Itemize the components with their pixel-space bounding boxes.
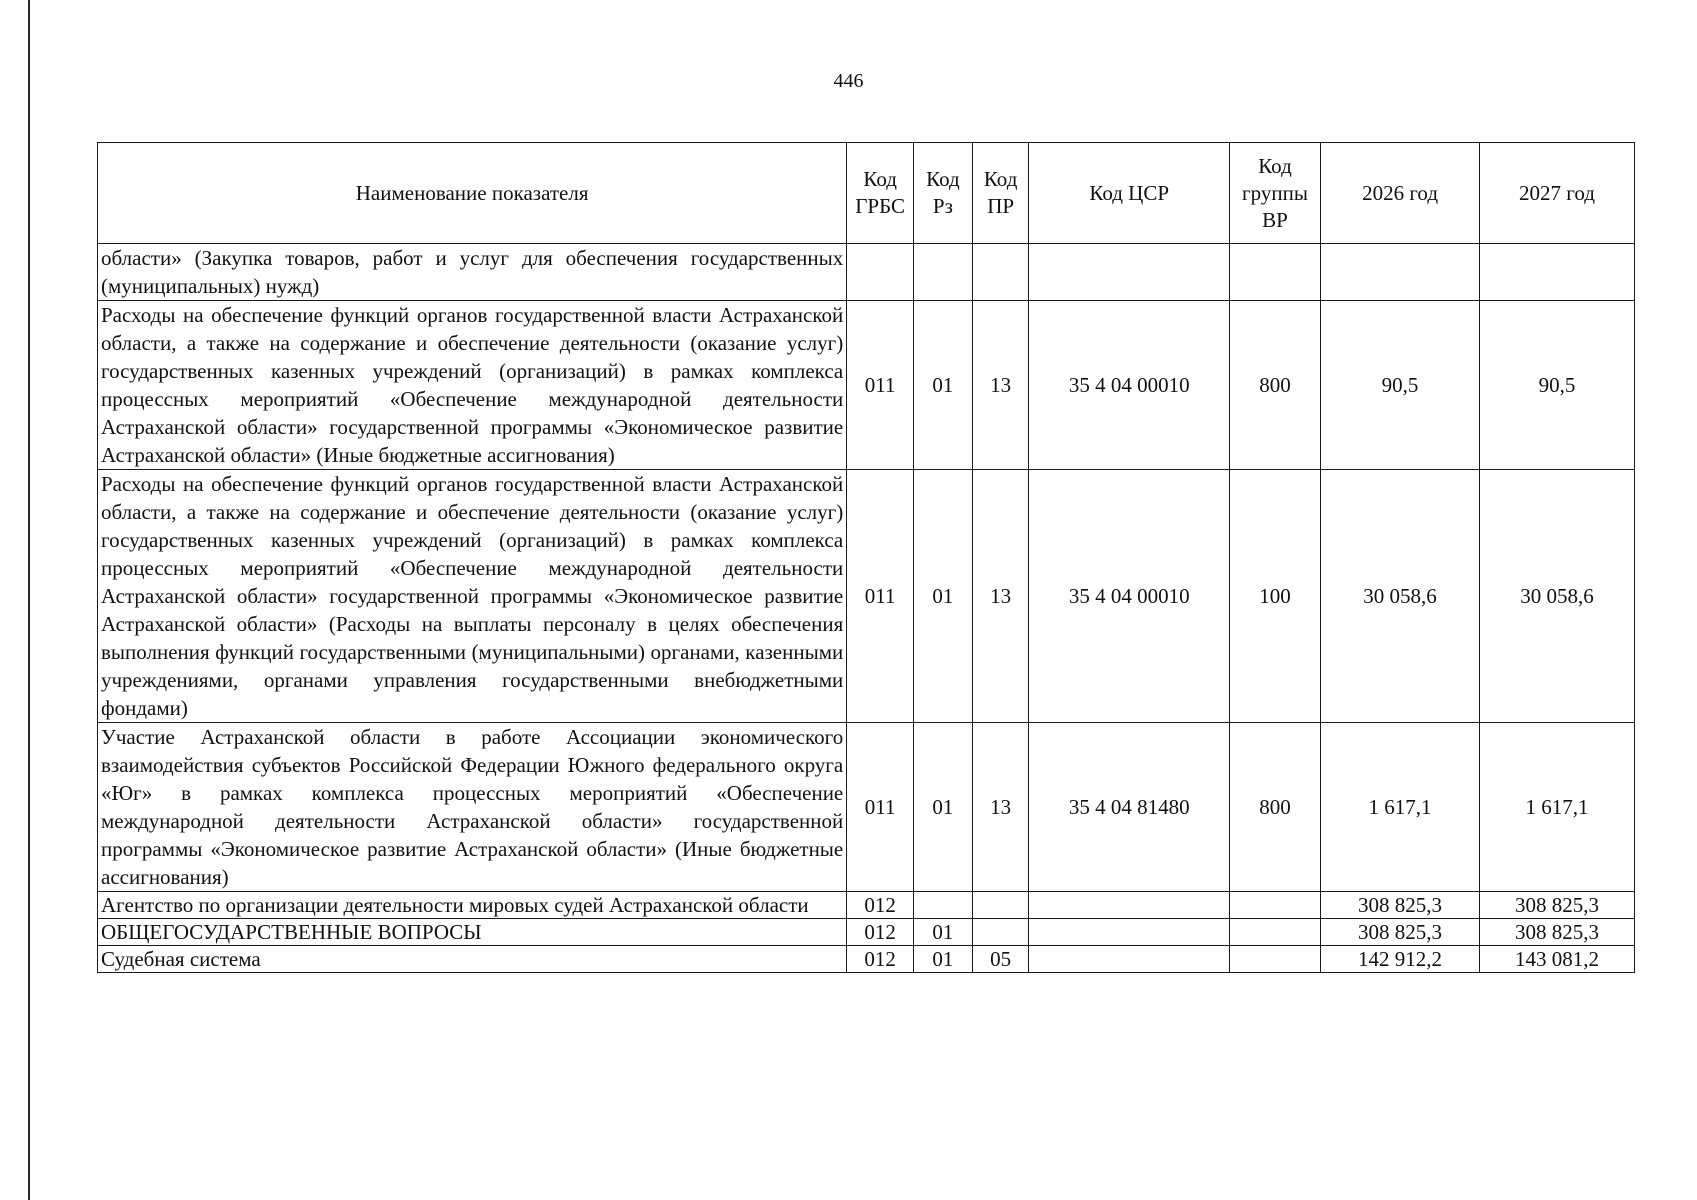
row-2027: 308 825,3 <box>1480 892 1635 919</box>
row-vr <box>1229 946 1320 973</box>
row-rz <box>914 244 973 301</box>
header-grbs: Код ГРБС <box>847 143 914 244</box>
table-row <box>98 470 1635 723</box>
row-csr <box>1029 919 1229 946</box>
row-2027: 308 825,3 <box>1480 919 1635 946</box>
table-row <box>98 919 1635 946</box>
header-csr: Код ЦСР <box>1029 143 1229 244</box>
header-name: Наименование показателя <box>98 143 847 244</box>
row-csr <box>1029 892 1229 919</box>
row-2027: 1 617,1 <box>1480 723 1635 892</box>
row-rz: 01 <box>914 946 973 973</box>
row-name: Участие Астраханской области в работе Ассоциации экономического взаимодействия субъектов Российской Федерации Южного федерального округа «Юг» в рамках комплекса процессных мероприятий «Обеспечение международной деятельности Астраханской области» государственной программы «Экономическое развитие Астраханской области» (Иные бюджетные ассигнования) <box>98 723 847 892</box>
row-2026 <box>1321 244 1480 301</box>
row-2026: 90,5 <box>1321 301 1480 470</box>
table-row <box>98 946 1635 973</box>
table-row <box>98 301 1635 470</box>
row-name: ОБЩЕГОСУДАРСТВЕННЫЕ ВОПРОСЫ <box>98 919 847 946</box>
row-csr <box>1029 244 1229 301</box>
row-grbs: 012 <box>847 919 914 946</box>
row-pr: 13 <box>972 723 1029 892</box>
header-pr: Код ПР <box>972 143 1029 244</box>
row-pr <box>972 244 1029 301</box>
header-vr: Код группы ВР <box>1229 143 1320 244</box>
row-vr: 800 <box>1229 723 1320 892</box>
row-name: Агентство по организации деятельности мировых судей Астраханской области <box>98 892 847 919</box>
row-grbs: 011 <box>847 470 914 723</box>
header-2026: 2026 год <box>1321 143 1480 244</box>
row-vr <box>1229 919 1320 946</box>
row-2027: 30 058,6 <box>1480 470 1635 723</box>
header-2027: 2027 год <box>1480 143 1635 244</box>
row-grbs: 011 <box>847 301 914 470</box>
row-rz: 01 <box>914 919 973 946</box>
row-name: Расходы на обеспечение функций органов государственной власти Астраханской области, а также на содержание и обеспечение деятельности (оказание услуг) государственных казенных учреждений (организаций) в рамках комплекса процессных мероприятий «Обеспечение международной деятельности Астраханской области» государственной программы «Экономическое развитие Астраханской области» (Расходы на выплаты персоналу в целях обеспечения выполнения функций государственными (муниципальными) органами, казенными учреждениями, органами управления государственными внебюджетными фондами) <box>98 470 847 723</box>
row-2026: 308 825,3 <box>1321 919 1480 946</box>
row-2026: 1 617,1 <box>1321 723 1480 892</box>
row-rz: 01 <box>914 723 973 892</box>
row-name: области» (Закупка товаров, работ и услуг для обеспечения государственных (муниципальных) нужд) <box>98 244 847 301</box>
row-csr <box>1029 946 1229 973</box>
table-row <box>98 244 1635 301</box>
row-pr: 13 <box>972 301 1029 470</box>
row-grbs <box>847 244 914 301</box>
row-grbs: 012 <box>847 892 914 919</box>
row-2027 <box>1480 244 1635 301</box>
table-header-row <box>98 143 1635 244</box>
scan-edge-line <box>28 0 30 1200</box>
row-vr <box>1229 892 1320 919</box>
row-name: Судебная система <box>98 946 847 973</box>
row-rz: 01 <box>914 301 973 470</box>
page-number: 446 <box>833 70 864 92</box>
row-vr: 100 <box>1229 470 1320 723</box>
row-csr: 35 4 04 00010 <box>1029 470 1229 723</box>
row-rz <box>914 892 973 919</box>
row-vr: 800 <box>1229 301 1320 470</box>
table-row <box>98 892 1635 919</box>
table-row <box>98 723 1635 892</box>
row-grbs: 011 <box>847 723 914 892</box>
header-rz: Код Рз <box>914 143 973 244</box>
budget-table <box>97 142 1635 973</box>
row-name: Расходы на обеспечение функций органов государственной власти Астраханской области, а также на содержание и обеспечение деятельности (оказание услуг) государственных казенных учреждений (организаций) в рамках комплекса процессных мероприятий «Обеспечение международной деятельности Астраханской области» государственной программы «Экономическое развитие Астраханской области» (Иные бюджетные ассигнования) <box>98 301 847 470</box>
row-2026: 30 058,6 <box>1321 470 1480 723</box>
row-2027: 90,5 <box>1480 301 1635 470</box>
row-2026: 142 912,2 <box>1321 946 1480 973</box>
row-pr: 13 <box>972 470 1029 723</box>
row-2027: 143 081,2 <box>1480 946 1635 973</box>
row-pr: 05 <box>972 946 1029 973</box>
row-grbs: 012 <box>847 946 914 973</box>
row-csr: 35 4 04 81480 <box>1029 723 1229 892</box>
row-pr <box>972 892 1029 919</box>
row-csr: 35 4 04 00010 <box>1029 301 1229 470</box>
row-vr <box>1229 244 1320 301</box>
row-rz: 01 <box>914 470 973 723</box>
row-pr <box>972 919 1029 946</box>
row-2026: 308 825,3 <box>1321 892 1480 919</box>
